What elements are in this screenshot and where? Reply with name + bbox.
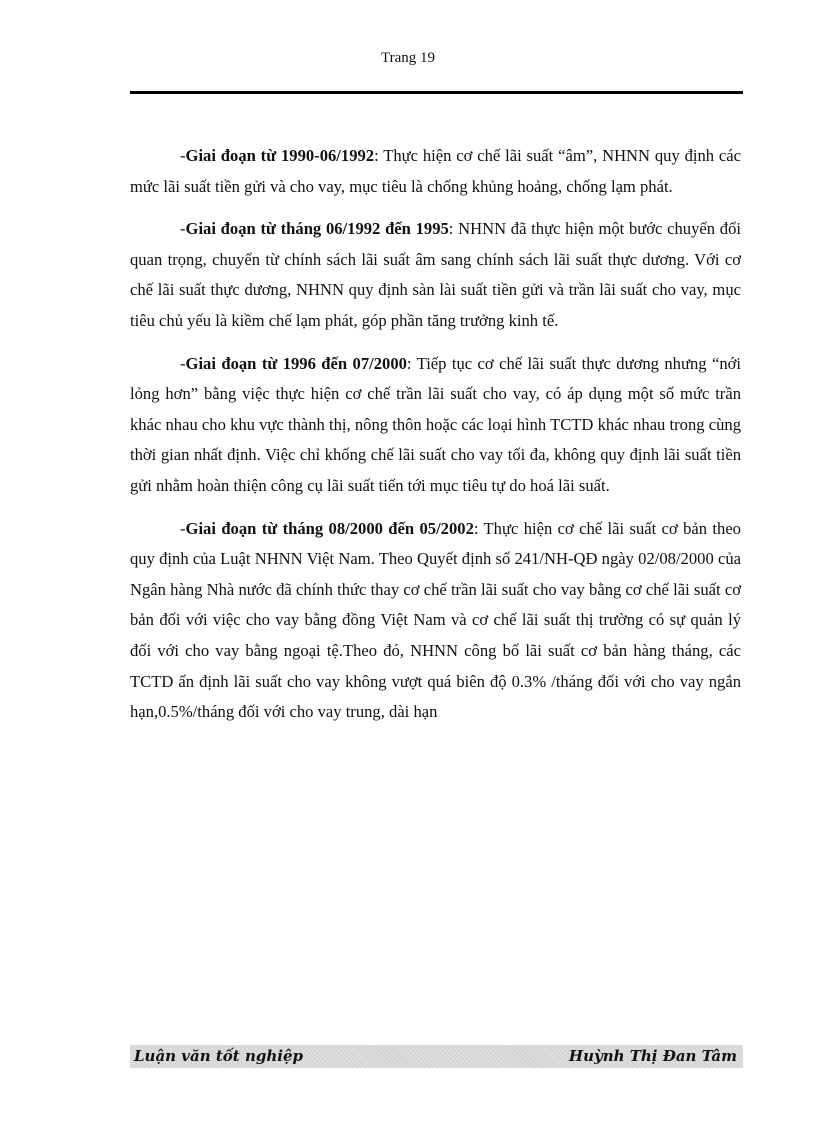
paragraph-lead: - bbox=[180, 518, 186, 538]
header-divider bbox=[130, 91, 743, 94]
paragraph-text: : NHNN đã thực hiện một bước chuyển đổi quan trọng, chuyển từ chính sách lãi suất âm sang chính sách lãi suất thực dương. Với cơ chế lãi suất thực dương, NHNN quy định sàn lài suất tiền gửi và trần lãi suất cho vay, mục tiêu chủ yếu là kiềm chế lạm phát, góp phần tăng trưởng kinh tế. bbox=[130, 219, 741, 330]
page-footer bbox=[130, 1045, 743, 1068]
footer-author-name: Huỳnh Thị Đan Tâm bbox=[568, 1047, 737, 1065]
paragraph-2000-2002 bbox=[130, 514, 741, 728]
page-number: Trang 19 bbox=[380, 50, 436, 66]
document-body bbox=[130, 141, 741, 740]
paragraph-heading: Giai đoạn từ 1990-06/1992 bbox=[185, 146, 375, 165]
paragraph-heading: Giai đoạn từ tháng 08/2000 đến 05/2002 bbox=[185, 518, 474, 538]
paragraph-text: : Thực hiện cơ chế lãi suất cơ bản theo quy định của Luật NHNN Việt Nam. Theo Quyết định số 241/NH-QĐ ngày 02/08/2000 của Ngân hàng Nhà nước đã chính thức thay cơ chế trần lãi suất cho vay bằng cơ chế lãi suất cơ bản đối với việc cho vay bằng đồng Việt Nam và cơ chế lãi suất thị trường có sự quản lý đối với cho vay bằng ngoại tệ.Theo đó, NHNN công bố lãi suất cơ bản hàng tháng, các TCTD ấn định lãi suất cho vay không vượt quá biên độ 0.3% /tháng đối với cho vay ngắn hạn,0.5%/tháng đối với cho vay trung, dài hạn bbox=[130, 518, 741, 722]
paragraph-1990-1992 bbox=[130, 141, 741, 202]
paragraph-lead: - bbox=[180, 146, 186, 165]
paragraph-1996-2000 bbox=[130, 349, 741, 502]
footer-thesis-label: Luận văn tốt nghiệp bbox=[134, 1047, 303, 1065]
paragraph-text: : Thực hiện cơ chế lãi suất “âm”, NHNN quy định các mức lãi suất tiền gửi và cho vay, mục tiêu là chống khủng hoảng, chống lạm phát. bbox=[130, 146, 742, 196]
paragraph-1992-1995 bbox=[130, 214, 741, 336]
paragraph-lead: - bbox=[180, 219, 186, 239]
paragraph-heading: Giai đoạn từ tháng 06/1992 đến 1995 bbox=[185, 219, 449, 239]
paragraph-text: : Tiếp tục cơ chế lãi suất thực dương nhưng “nới lỏng hơn” bằng việc thực hiện cơ chế trần lãi suất cho vay, có áp dụng một số mức trần khác nhau cho khu vực thành thị, nông thôn hoặc các loại hình TCTD khác nhau trong cùng thời gian nhất định. Việc chỉ khống chế lãi suất cho vay tối đa, không quy định lãi suất tiền gửi nhằm hoàn thiện công cụ lãi suất tiến tới mục tiêu tự do hoá lãi suất. bbox=[130, 353, 742, 495]
paragraph-lead: - bbox=[180, 353, 186, 373]
paragraph-heading: Giai đoạn từ 1996 đến 07/2000 bbox=[185, 353, 407, 373]
